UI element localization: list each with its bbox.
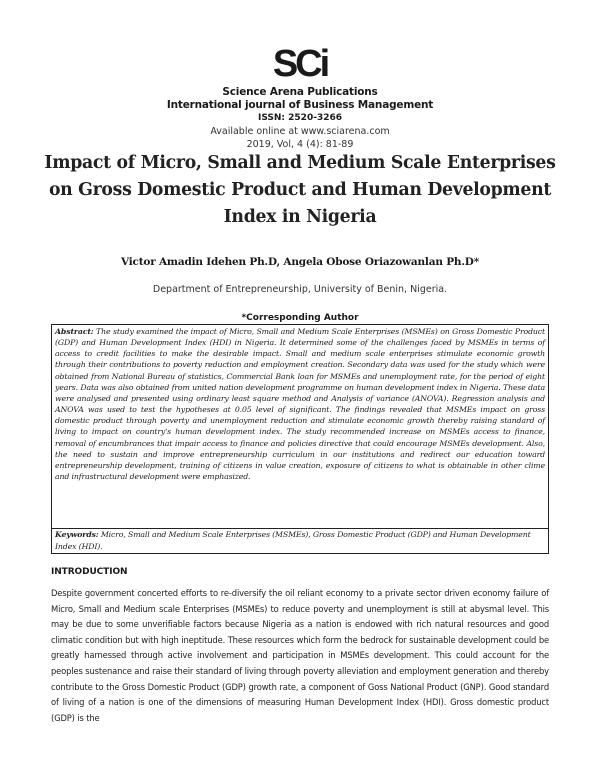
journal-name: International journal of Business Management — [166, 99, 434, 111]
volume-info: 2019, Vol, 4 (4): 81-89 — [246, 139, 354, 150]
availability-note: Available online at www.sciarena.com — [210, 126, 390, 137]
introduction-paragraph: Despite government concerted efforts to re-diversify the oil reliant economy to a private sector driven economy failure of Micro, Small and Medium scale Enterprises (MSMEs) to reduce poverty and unemployment is still at abysmal level. This may be due to some unverifiable factors because Nigeria as a nation is endowed with rich natural resources and good climatic condition but with high ineptitude. These resources which form the bedrock for sustainable development could be greatly harnessed through active involvement and participation in MSMEs development. This could account for the peoples sustenance and raise their standard of living through poverty alleviation and employment generation and thereby contribute to the Gross Domestic Product (GDP) growth rate, a component of Goss National Product (GNP). Good standard of living of a nation is one of the dimensions of measuring Human Development Index (HDI). Gross domestic product (GDP) is the — [51, 588, 549, 723]
sci-logo — [0, 42, 600, 86]
publisher-name: Science Arena Publications — [222, 86, 378, 98]
keywords-text: Micro, Small and Medium Scale Enterprises (MSMEs), Gross Domestic Product (GDP) and Human Development Index (HDI). — [55, 530, 531, 551]
logo-lettering: SCi — [272, 43, 328, 82]
abstract-text: The study examined the impact of Micro, Small and Medium Scale Enterprises (MSMEs) on Gross Domestic Product (GDP) and Human Development Index (HDI) in Nigeria. It determined some of the challenges faced by MSMEs in terms of access to credit facilities to make the desirable impact. Small and medium scale enterprises stimulate economic growth through their contributions to poverty reduction and employment creation. Secondary data was used for the study which were obtained from National Bureau of statistics, Commercial Bank loan for MSMEs and unemployment rate, for the period of eight years. Data was also obtained from united nation development programme on human development index in Nigeria. These data were analysed and presented using ordinary least square method and Analysis of variance (ANOVA). Regression analysis and ANOVA was used to test the hypotheses at 0.05 level of significant. The findings revealed that MSMEs impact on gross domestic product through poverty and unemployment reduction and stimulate economic growth thereby raising standard of living to impact on country's human development index. The study recommended increase on MSMEs access to finance, removal of encumbrances that impair access to finance and policies directive that could encourage MSMEs development. Also, the need to sustain and improve entrepreneurship curriculum in our institutions and redirect our education toward entrepreneurship development, training of citizens in value creation, exposure of citizens to what is obtainable in other clime and infrastructural development were emphasized. — [55, 327, 545, 482]
corresponding-author: *Corresponding Author — [241, 313, 359, 323]
authors: Victor Amadin Idehen Ph.D, Angela Obose Oriazowanlan Ph.D* — [121, 256, 479, 268]
article-title: Impact of Micro, Small and Medium Scale Enterprises on Gross Domestic Product and Human Development Index in Nigeria — [44, 153, 556, 227]
keywords — [55, 529, 545, 552]
introduction-heading: INTRODUCTION — [51, 567, 128, 577]
affiliation: Department of Entrepreneurship, University of Benin, Nigeria. — [152, 284, 448, 295]
keywords-label: Keywords: — [55, 530, 99, 539]
issn: ISSN: 2520-3266 — [257, 113, 342, 123]
sci-logo-icon — [271, 42, 329, 82]
abstract-label: Abstract: — [55, 327, 94, 336]
abstract — [55, 326, 545, 482]
